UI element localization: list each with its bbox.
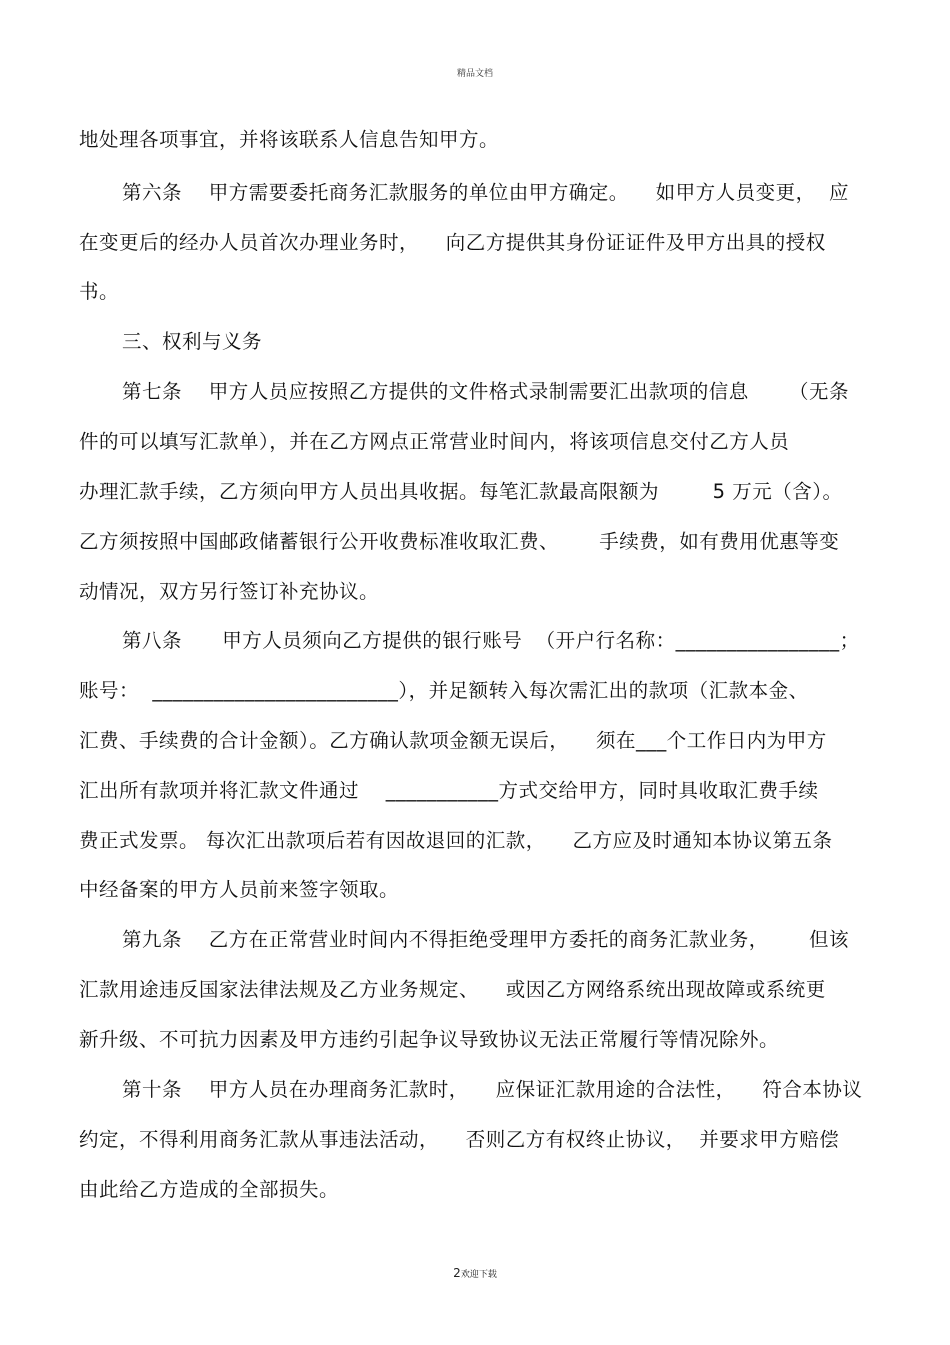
- paragraph-line: 账号： ________________________），并足额转入每次需汇出的款项（汇款本金、: [79, 679, 809, 702]
- paragraph-line: 件的可以填写汇款单），并在乙方网点正常营业时间内，将该项信息交付乙方人员: [79, 430, 790, 453]
- page-number: 2: [453, 1266, 461, 1280]
- paragraph-line: 乙方须按照中国邮政储蓄银行公开收费标准收取汇费、 手续费，如有费用优惠等变: [79, 530, 840, 553]
- paragraph-line: 书。: [79, 280, 120, 303]
- section-heading: 三、权利与义务: [122, 330, 263, 353]
- paragraph-line: 第七条 甲方人员应按照乙方提供的文件格式录制需要汇出款项的信息 （无条: [122, 380, 849, 403]
- paragraph-line: 汇费、手续费的合计金额）。乙方确认款项金额无误后， 须在___个工作日内为甲方: [79, 729, 827, 752]
- page-header: 精品文档: [456, 69, 493, 79]
- paragraph-line: 办理汇款手续，乙方须向甲方人员出具收据。每笔汇款最高限额为 5 万元（含）。: [79, 480, 843, 503]
- paragraph-line: 第六条 甲方需要委托商务汇款服务的单位由甲方确定。 如甲方人员变更， 应: [122, 181, 849, 204]
- paragraph-line: 地处理各项事宜，并将该联系人信息告知甲方。: [79, 128, 500, 151]
- paragraph-line: 中经备案的甲方人员前来签字领取。: [79, 878, 400, 901]
- paragraph-line: 第十条 甲方人员在办理商务汇款时， 应保证汇款用途的合法性， 符合本协议: [122, 1078, 863, 1101]
- paragraph-line: 汇款用途违反国家法律法规及乙方业务规定、 或因乙方网络系统出现故障或系统更: [79, 978, 826, 1001]
- paragraph-line: 第八条 甲方人员须向乙方提供的银行账号 （开户行名称：________________；: [122, 629, 860, 652]
- paragraph-line: 约定，不得利用商务汇款从事违法活动， 否则乙方有权终止协议， 并要求甲方赔偿: [79, 1128, 840, 1151]
- paragraph-line: 动情况，双方另行签订补充协议。: [79, 580, 380, 603]
- footer-text: 欢迎下载: [460, 1270, 497, 1280]
- page-footer: [0, 1262, 950, 1281]
- paragraph-line: 在变更后的经办人员首次办理业务时， 向乙方提供其身份证证件及甲方出具的授权: [79, 231, 826, 254]
- paragraph-line: 由此给乙方造成的全部损失。: [79, 1178, 340, 1201]
- paragraph-line: 新升级、不可抗力因素及甲方违约引起争议导致协议无法正常履行等情况除外。: [79, 1028, 780, 1051]
- paragraph-line: 费正式发票。 每次汇出款项后若有因故退回的汇款， 乙方应及时通知本协议第五条: [79, 829, 833, 852]
- paragraph-line: 汇出所有款项并将汇款文件通过 ___________方式交给甲方，同时具收取汇费手续: [79, 779, 819, 802]
- paragraph-line: 第九条 乙方在正常营业时间内不得拒绝受理甲方委托的商务汇款业务， 但该: [122, 928, 849, 951]
